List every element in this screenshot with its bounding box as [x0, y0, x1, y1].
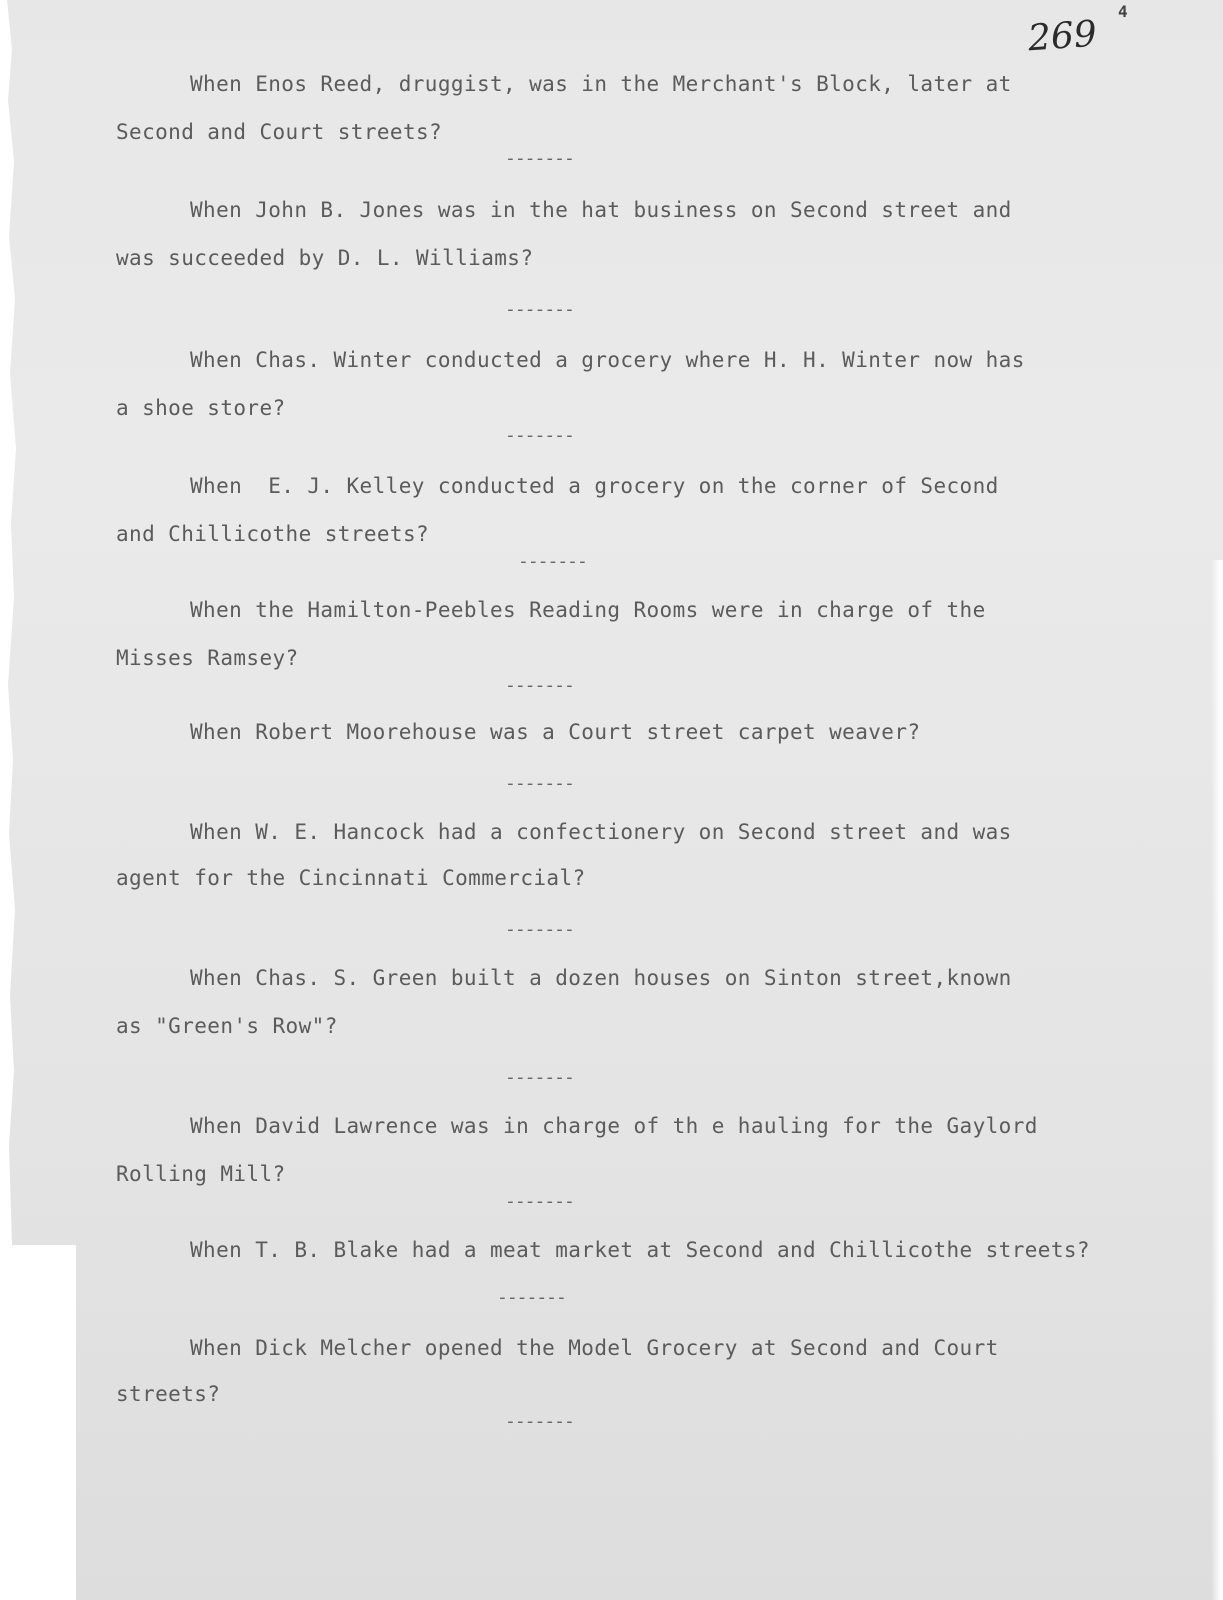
- entry-7-line-1: When W. E. Hancock had a confectionery on Second street and was: [190, 820, 1012, 844]
- entry-10-line-1: When T. B. Blake had a meat market at Second and Chillicothe streets?: [190, 1238, 1090, 1262]
- separator-3: -------: [505, 425, 574, 446]
- entry-5-line-2: Misses Ramsey?: [116, 646, 299, 670]
- page-number: 269: [1026, 13, 1099, 60]
- separator-4: -------: [518, 551, 587, 572]
- separator-2: -------: [505, 299, 574, 320]
- entry-2-line-1: When John B. Jones was in the hat business on Second street and: [190, 198, 1012, 222]
- entry-4-line-1: When E. J. Kelley conducted a grocery on the corner of Second: [190, 474, 999, 498]
- separator-5: -------: [505, 675, 574, 696]
- entry-8-line-1: When Chas. S. Green built a dozen houses on Sinton street,known: [190, 966, 1012, 990]
- entry-6-line-1: When Robert Moorehouse was a Court street carpet weaver?: [190, 720, 921, 744]
- separator-7: -------: [505, 919, 574, 940]
- separator-11: -------: [505, 1411, 574, 1432]
- entry-11-line-1: When Dick Melcher opened the Model Grocery at Second and Court: [190, 1336, 999, 1360]
- separator-8: -------: [505, 1067, 574, 1088]
- entry-9-line-1: When David Lawrence was in charge of th e hauling for the Gaylord: [190, 1114, 1038, 1138]
- separator-9: -------: [505, 1191, 574, 1212]
- entry-5-line-1: When the Hamilton-Peebles Reading Rooms were in charge of the: [190, 598, 986, 622]
- torn-left-edge: [0, 0, 20, 1245]
- separator-1: -------: [505, 148, 574, 169]
- separator-6: -------: [505, 773, 574, 794]
- entry-9-line-2: Rolling Mill?: [116, 1162, 286, 1186]
- entry-4-line-2: and Chillicothe streets?: [116, 522, 430, 546]
- entry-8-line-2: as "Green's Row"?: [116, 1014, 338, 1038]
- entry-1-line-2: Second and Court streets?: [116, 120, 443, 144]
- page-superscript: 4: [1118, 2, 1128, 21]
- page-right-edge: [1211, 560, 1223, 1600]
- entry-11-line-2: streets?: [116, 1382, 221, 1406]
- entry-7-line-2: agent for the Cincinnati Commercial?: [116, 866, 586, 890]
- entry-2-line-2: was succeeded by D. L. Williams?: [116, 246, 534, 270]
- separator-10: -------: [497, 1287, 566, 1308]
- page-margin-bottom-left: [0, 1245, 76, 1600]
- entry-3-line-2: a shoe store?: [116, 396, 286, 420]
- entry-1-line-1: When Enos Reed, druggist, was in the Merchant's Block, later at: [190, 72, 1012, 96]
- entry-3-line-1: When Chas. Winter conducted a grocery where H. H. Winter now has: [190, 348, 1025, 372]
